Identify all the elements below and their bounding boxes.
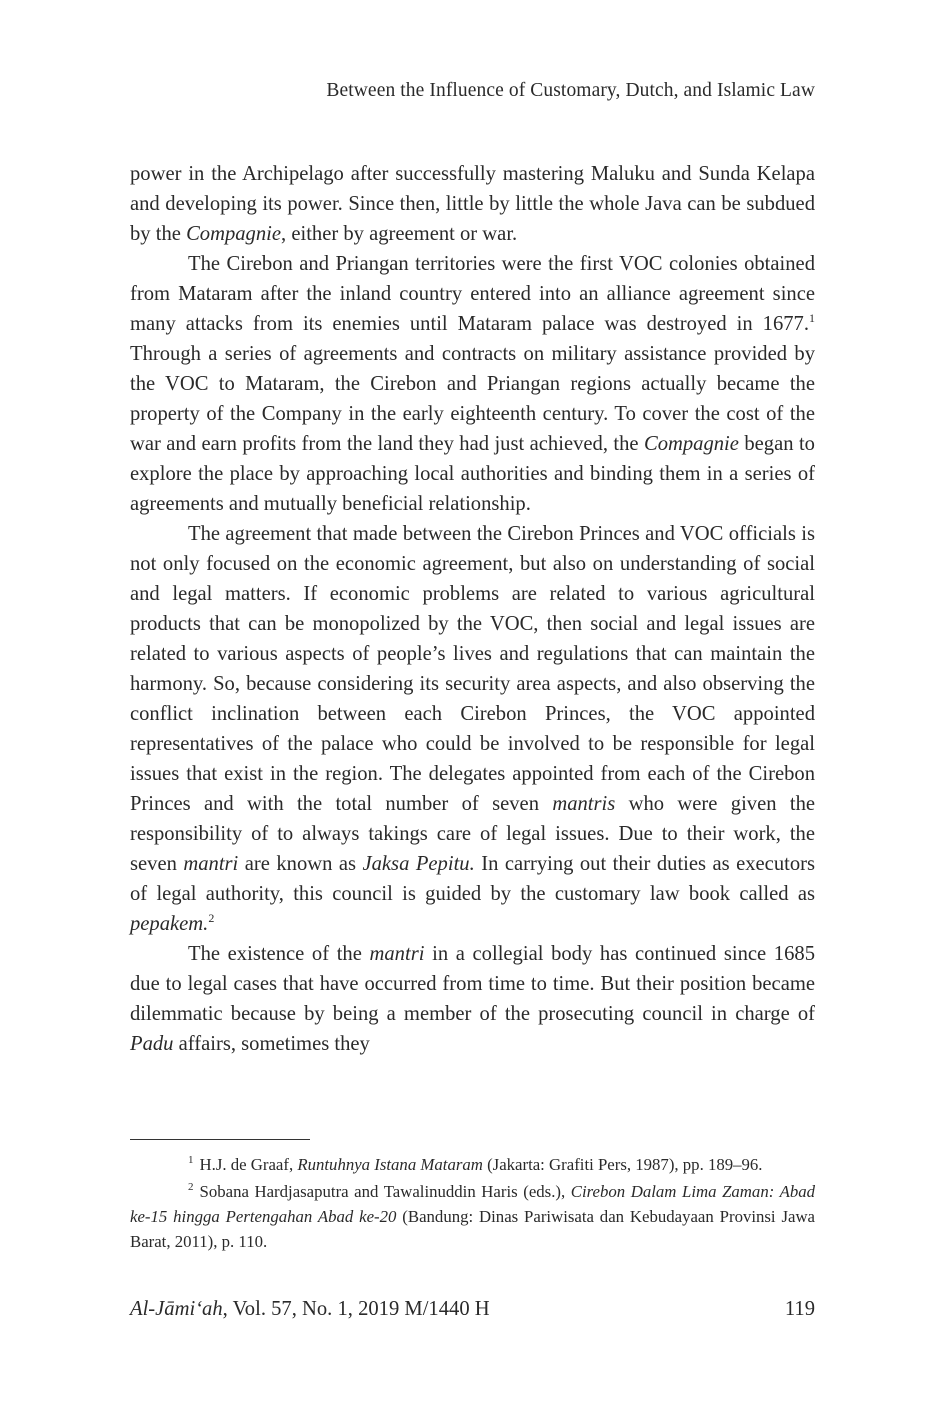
footnote-ref-1[interactable]: 1 [809,311,815,325]
footnote-2: $^2$ Sobana Hardjasaputra and Tawalinuddin Haris (eds.), Cirebon Dalam Lima Zaman: Abad ke-15 hingga Pertengahan Abad ke-20 (Bandung: Dinas Pariwisata dan Kebudayaan Provinsi Jawa Barat, 2011), p. 110. [130,1181,816,1251]
paragraph-1: power in the Archipelago after successfully mastering Maluku and Sunda Kelapa and developing its power. Since then, little by little the whole Java can be subdued by the Compagnie, either by agreement or war. [130,163,815,245]
footnote-1: $^1$ H.J. de Graaf, Runtuhnya Istana Mataram (Jakarta: Grafiti Pers, 1987), pp. 189–96. [188,1154,763,1174]
journal-issue: , Vol. 57, No. 1, 2019 M/1440 H [222,1298,490,1320]
journal-citation [130,1298,490,1321]
footnotes [130,1152,815,1256]
main-text [130,159,815,1059]
paragraph-4: The existence of the mantri in a collegial body has continued since 1685 due to legal cases that have occurred from time to time. But their position became dilemmatic because by being a member of the prosecuting council in charge of Padu affairs, sometimes they [130,943,815,1055]
footnote-ref-2[interactable]: 2 [208,911,215,925]
paragraph-2: The Cirebon and Priangan territories were the first VOC colonies obtained from Mataram after the inland country entered into an alliance agreement since many attacks from its enemies until Mataram palace was destroyed in 1677.$^1$ Through a series of agreements and contracts on military assistance provided by the VOC to Mataram, the Cirebon and Priangan regions actually became the property of the Company in the early eighteenth century. To cover the cost of the war and earn profits from the land they had just achieved, the Compagnie began to explore the place by approaching local authorities and binding them in a series of agreements and mutually beneficial relationship. [130,253,815,515]
journal-title: Al-Jāmi‘ah [130,1298,223,1320]
footnote-divider [130,1139,310,1140]
paragraph-3: The agreement that made between the Cirebon Princes and VOC officials is not only focused on the economic agreement, but also on understanding of social and legal matters. If economic problems are related to various agricultural products that can be monopolized by the VOC, then social and legal issues are related to various aspects of people’s lives and regulations that can maintain the harmony. So, because considering its security area aspects, and also observing the conflict inclination between each Cirebon Princes, the VOC appointed representatives of the palace who could be involved to be responsible for legal issues that exist in the region. The delegates appointed from each of the Cirebon Princes and with the total number of seven mantris who were given the responsibility of to always takings care of legal issues. Due to their work, the seven mantri are known as Jaksa Pepitu. In carrying out their duties as executors of legal authority, this council is guided by the customary law book called as pepakem.$^2$ [130,523,816,935]
page-number: 119 [784,1298,815,1320]
running-head: Between the Influence of Customary, Dutch, and Islamic Law [326,80,815,101]
